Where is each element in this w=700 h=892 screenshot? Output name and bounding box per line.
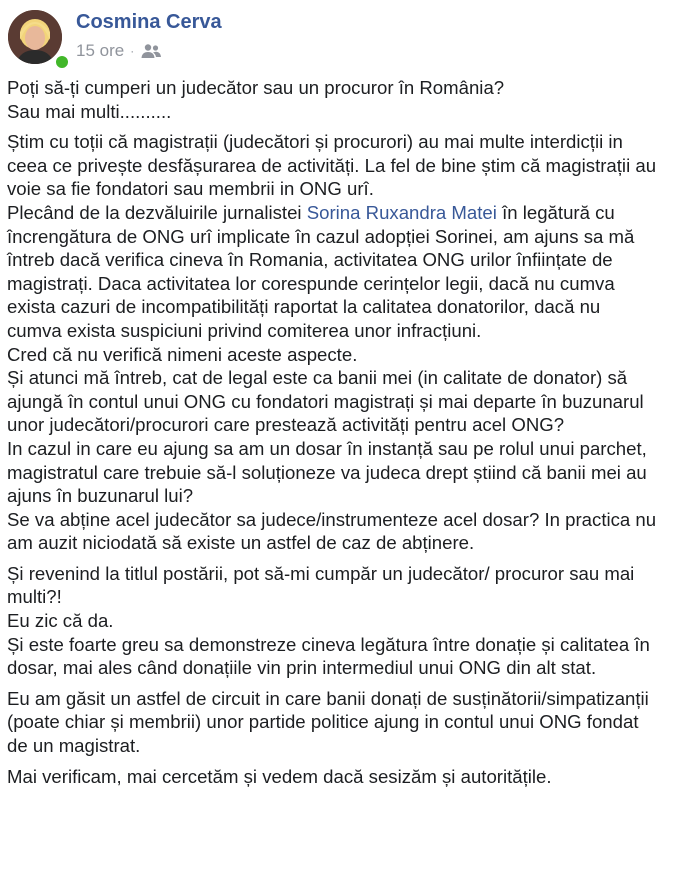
- post-paragraph: [7, 562, 697, 680]
- text-line: dosar, mai ales când donațiile vin prin intermediul unui ONG din alt stat.: [7, 657, 597, 679]
- text-line: (poate chiar și membrii) unor partide politice ajung in contul unui ONG fondat: [7, 711, 639, 733]
- post-body: [7, 76, 697, 795]
- text-line: ajungă în contul unui ONG cu fondatori magistrați și mai departe în buzunarul: [7, 390, 644, 412]
- post-header: [6, 8, 696, 68]
- text-line: Se va abține acel judecător sa judece/instrumenteze acel dosar? In practica nu: [7, 508, 657, 530]
- post-timestamp[interactable]: 15 ore: [76, 41, 125, 60]
- text-line: Și revenind la titlul postării, pot să-mi cumpăr un judecător/ procuror sau mai: [7, 562, 635, 584]
- text-line: cumva exista suspiciuni privind comiterea unor infracțiuni.: [7, 319, 482, 341]
- text-line: unor judecători/procurori care prestează activități pentru acel ONG?: [7, 414, 565, 436]
- text-line: Și este foarte greu sa demonstreze cineva legătura între donație și calitatea în: [7, 633, 650, 655]
- text-line: Mai verificam, mai cercetăm și vedem dacă sesizăm și autoritățile.: [7, 765, 552, 787]
- avatar[interactable]: [8, 10, 62, 64]
- text-line: încrengătura de ONG urî implicate în cazul adopției Sorinei, am ajuns sa mă: [7, 225, 635, 247]
- post-title-paragraph: [7, 76, 697, 123]
- text-line-with-mention: [7, 201, 697, 225]
- friends-icon[interactable]: [140, 43, 162, 59]
- meta-separator: ·: [130, 44, 135, 58]
- text-line: In cazul in care eu ajung sa am un dosar în instanță sau pe rolul unui parchet,: [7, 437, 647, 459]
- post-paragraph: [7, 765, 697, 789]
- text-line: am auzit niciodată să existe un astfel de caz de abținere.: [7, 532, 475, 554]
- mention-link[interactable]: Sorina Ruxandra Matei: [306, 201, 497, 223]
- text-line: Eu zic că da.: [7, 610, 114, 632]
- text-line: de un magistrat.: [7, 735, 141, 757]
- text-line: Și atunci mă întreb, cat de legal este ca banii mei (in calitate de donator) să: [7, 367, 628, 389]
- post-main-paragraph: [7, 130, 697, 555]
- text-line: ajuns în buzunarul lui?: [7, 485, 194, 507]
- post-meta: [76, 41, 162, 61]
- text-line: Poți să-ți cumperi un judecător sau un procuror în România?: [7, 77, 505, 98]
- text-line: Eu am găsit un astfel de circuit in care banii donați de susținătorii/simpatizanții: [7, 687, 649, 709]
- text-line: magistrați. Daca activitatea lor corespunde cerințelor legii, dacă nu cumva: [7, 272, 615, 294]
- text-line: voie sa fie fondatori sau membrii in ONG urî.: [7, 178, 374, 200]
- post-paragraph: [7, 687, 697, 758]
- author-name[interactable]: Cosmina Cerva: [76, 11, 222, 33]
- text-line: întreb dacă verifica cineva în Romania, activitatea ONG urilor înființate de: [7, 249, 613, 271]
- text-segment: în legătură cu: [496, 201, 615, 223]
- text-line: ceea ce privește desfășurarea de activități. La fel de bine știm că magistrații au: [7, 154, 657, 176]
- text-line: Cred că nu verifică nimeni aceste aspecte.: [7, 343, 358, 365]
- text-segment: Plecând de la dezvăluirile jurnalistei: [7, 201, 307, 223]
- text-line: exista cazuri de incompatibilități raportat la calitatea donatorilor, dacă nu: [7, 296, 601, 318]
- profile-photo: [8, 10, 62, 64]
- online-status-indicator: [54, 54, 70, 70]
- text-line: magistratul care trebuie să-l soluționeze va judeca drept știind că banii mei au: [7, 461, 647, 483]
- text-line: Sau mai multi..........: [7, 100, 172, 122]
- text-line: multi?!: [7, 586, 62, 608]
- text-line: Știm cu toții că magistrații (judecători și procurori) au mai multe interdicții in: [7, 131, 623, 153]
